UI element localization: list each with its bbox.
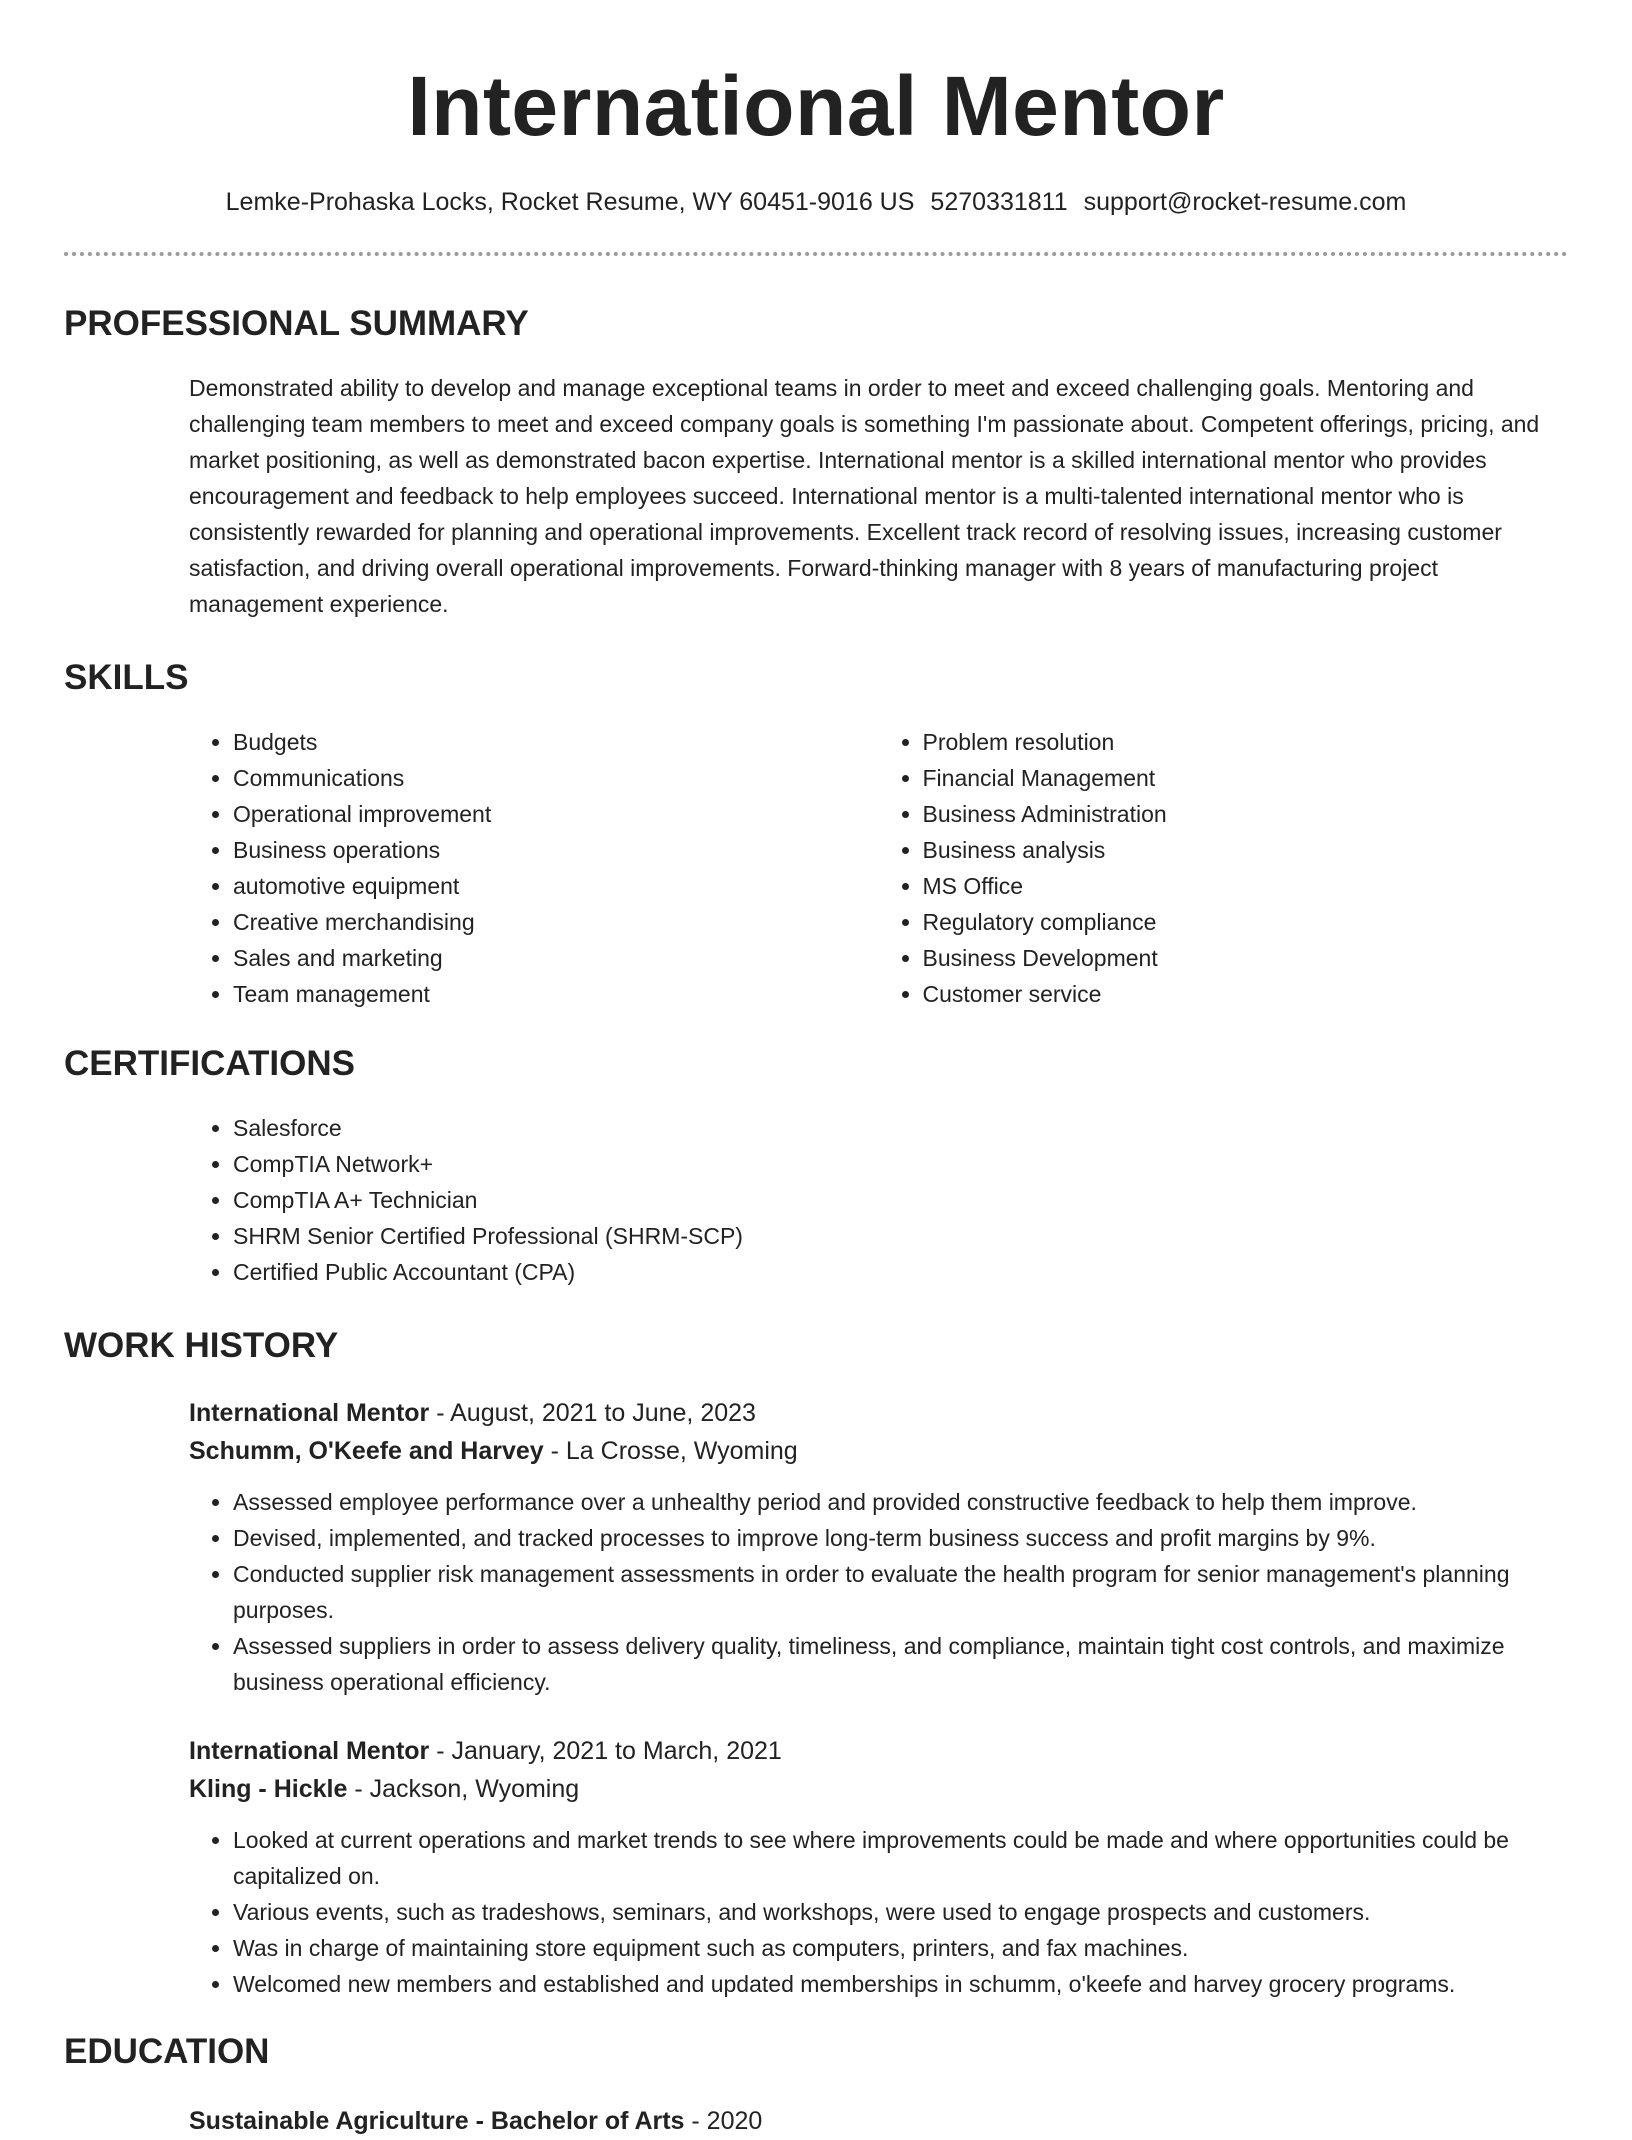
job-bullet: • Was in charge of maintaining store equipment such as computers, printers, and fax machines.	[233, 1930, 1568, 1966]
section-title-certifications: CERTIFICATIONS	[64, 1044, 356, 1083]
job-entry	[189, 1732, 1568, 2002]
job-location: - La Crosse, Wyoming	[543, 1437, 798, 1465]
certification-item: • Certified Public Accountant (CPA)	[233, 1254, 1568, 1290]
job-title: International Mentor	[189, 1399, 430, 1427]
education-year: - 2020	[684, 2107, 763, 2135]
certifications-section	[0, 1042, 1632, 1290]
job-bullet: • Looked at current operations and market trends to see where improvements could be made and where opportunities could be capitalized on.	[233, 1822, 1568, 1894]
skill-item: • Business Administration	[923, 796, 1569, 832]
skill-item: • Creative merchandising	[233, 904, 879, 940]
certification-item: • Salesforce	[233, 1110, 1568, 1146]
skill-item: • Financial Management	[923, 760, 1569, 796]
summary-section	[0, 302, 1632, 622]
education-section	[0, 2030, 1632, 2140]
section-title-work-history: WORK HISTORY	[64, 1326, 339, 1365]
job-title: International Mentor	[189, 1737, 430, 1765]
job-bullet: • Welcomed new members and established and updated memberships in schumm, o'keefe and harvey grocery programs.	[233, 1966, 1568, 2002]
job-dates: - January, 2021 to March, 2021	[429, 1737, 782, 1765]
work-history-section	[0, 1324, 1632, 2002]
skill-item: • Budgets	[233, 724, 879, 760]
education-body	[189, 2102, 1568, 2140]
skill-item: • Business analysis	[923, 832, 1569, 868]
certifications-list	[189, 1110, 1568, 1290]
job-entry	[189, 1394, 1568, 1700]
job-title-line	[189, 1394, 1568, 1432]
education-degree: Sustainable Agriculture - Bachelor of Arts	[189, 2107, 685, 2135]
certification-item: • CompTIA Network+	[233, 1146, 1568, 1182]
contact-line	[0, 186, 1632, 218]
job-bullet: • Assessed employee performance over a unhealthy period and provided constructive feedback to help them improve.	[233, 1484, 1568, 1520]
email: support@rocket-resume.com	[1083, 188, 1407, 216]
job-company-line	[189, 1770, 1568, 1808]
job-company-line	[189, 1432, 1568, 1470]
summary-body	[189, 370, 1568, 622]
candidate-name: International Mentor	[407, 59, 1225, 153]
job-bullet: • Assessed suppliers in order to assess delivery quality, timeliness, and compliance, maintain tight cost controls, and maximize business operational efficiency.	[233, 1628, 1568, 1700]
address: Lemke-Prohaska Locks, Rocket Resume, WY 60451-9016 US	[225, 188, 915, 216]
phone: 5270331811	[930, 188, 1068, 216]
job-bullets	[189, 1822, 1568, 2002]
job-bullet: • Devised, implemented, and tracked processes to improve long-term business success and profit margins by 9%.	[233, 1520, 1568, 1556]
job-bullet: • Conducted supplier risk management assessments in order to evaluate the health program for senior management's planning purposes.	[233, 1556, 1568, 1628]
summary-text: Demonstrated ability to develop and manage exceptional teams in order to meet and exceed challenging goals. Mentoring and challenging team members to meet and exceed company goals is something I'm passionate about. Competent offerings, pricing, and market positioning, as well as demonstrated bacon expertise. International mentor is a skilled international mentor who provides encouragement and feedback to help employees succeed. International mentor is a multi-talented international mentor who is consistently rewarded for planning and operational improvements. Excellent track record of resolving issues, increasing customer satisfaction, and driving overall operational improvements. Forward-thinking manager with 8 years of manufacturing project management experience.	[189, 375, 1540, 617]
skills-list-left	[189, 724, 879, 1012]
job-title-line	[189, 1732, 1568, 1770]
skill-item: • automotive equipment	[233, 868, 879, 904]
section-title-skills: SKILLS	[64, 658, 189, 697]
skill-item: • Regulatory compliance	[923, 904, 1569, 940]
job-bullets	[189, 1484, 1568, 1700]
skill-item: • MS Office	[923, 868, 1569, 904]
job-dates: - August, 2021 to June, 2023	[429, 1399, 756, 1427]
job-company: Schumm, O'Keefe and Harvey	[189, 1437, 544, 1465]
skills-list-right	[879, 724, 1569, 1012]
job-bullet: • Various events, such as tradeshows, seminars, and workshops, were used to engage prospects and customers.	[233, 1894, 1568, 1930]
certification-item: • CompTIA A+ Technician	[233, 1182, 1568, 1218]
section-title-summary: PROFESSIONAL SUMMARY	[64, 304, 529, 343]
job-location: - Jackson, Wyoming	[347, 1775, 580, 1803]
certifications-body	[189, 1110, 1568, 1290]
skill-item: • Business Development	[923, 940, 1569, 976]
skill-item: • Communications	[233, 760, 879, 796]
skills-grid	[189, 724, 1568, 1012]
skill-item: • Business operations	[233, 832, 879, 868]
section-title-education: EDUCATION	[64, 2032, 270, 2071]
job-company: Kling - Hickle	[189, 1775, 348, 1803]
skill-item: • Operational improvement	[233, 796, 879, 832]
education-line	[189, 2102, 1568, 2140]
skill-item: • Problem resolution	[923, 724, 1569, 760]
skills-section	[0, 656, 1632, 1012]
header-divider	[64, 252, 1568, 256]
skill-item: • Customer service	[923, 976, 1569, 1012]
certification-item: • SHRM Senior Certified Professional (SHRM-SCP)	[233, 1218, 1568, 1254]
skill-item: • Sales and marketing	[233, 940, 879, 976]
skill-item: • Team management	[233, 976, 879, 1012]
